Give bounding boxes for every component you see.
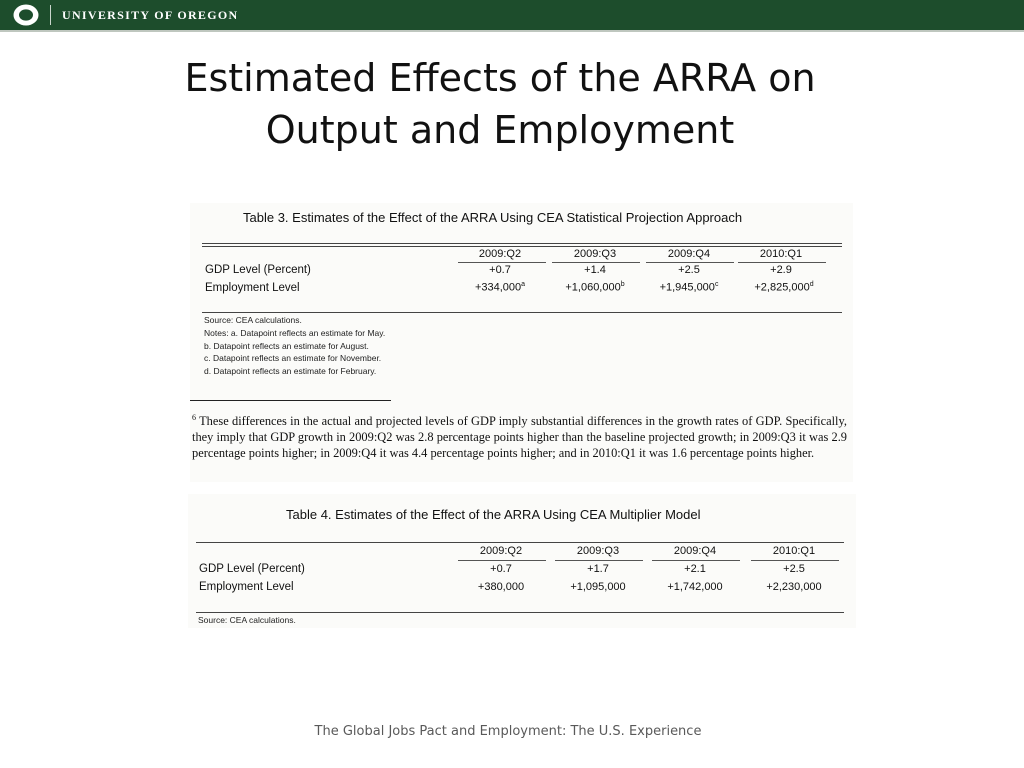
table3-cell: +1,945,000$^c$	[659, 281, 719, 294]
table3-cell: +2.9	[770, 264, 792, 276]
slide-title	[0, 52, 1000, 156]
footnote-mark: c	[714, 281, 719, 288]
table3-col-rule	[646, 262, 734, 263]
footnote-mark: b	[620, 281, 625, 288]
table3-top-rule	[202, 243, 842, 244]
table4-col-rule	[652, 560, 740, 561]
table3-col-header: 2009:Q2	[478, 248, 522, 260]
table3-row-label: Employment Level	[205, 282, 300, 294]
table3-note: b. Datapoint reflects an estimate for August.	[204, 341, 369, 351]
oregon-o-logo-icon	[11, 3, 41, 27]
slide-footer: The Global Jobs Pact and Employment: The U.S. Experience	[314, 724, 702, 739]
table3-cell: +1,060,000$^b$	[565, 281, 625, 294]
table3-note: d. Datapoint reflects an estimate for February.	[204, 366, 377, 376]
footnote-mark: d	[809, 281, 814, 288]
table4-top-rule	[196, 542, 844, 543]
table3-image	[190, 203, 853, 482]
table4-note: Source: CEA calculations.	[198, 615, 296, 625]
header-divider	[50, 5, 51, 25]
table4-col-rule	[555, 560, 643, 561]
table3-col-rule	[458, 262, 546, 263]
table3-note: c. Datapoint reflects an estimate for November.	[204, 353, 382, 363]
header-bar	[0, 0, 1024, 30]
table4-caption: Table 4. Estimates of the Effect of the ARRA Using CEA Multiplier Model	[286, 507, 701, 522]
table3-cell: +2,825,000$^d$	[754, 281, 814, 294]
table4-col-header: 2009:Q4	[673, 545, 717, 557]
footnote-mark: a	[521, 281, 526, 288]
table3-row-label: GDP Level (Percent)	[205, 264, 311, 276]
table4-cell: +2.1	[684, 563, 706, 575]
slide-title-line-1: Estimated Effects of the ARRA on	[184, 56, 816, 100]
table4-col-header: 2009:Q3	[576, 545, 620, 557]
university-name: UNIVERSITY OF OREGON	[62, 7, 239, 22]
table4-col-rule	[458, 560, 546, 561]
table4-cell: +1,095,000	[570, 581, 626, 593]
table3-cell: +0.7	[489, 264, 511, 276]
table4-cell: +1,742,000	[667, 581, 723, 593]
table3-caption: Table 3. Estimates of the Effect of the ARRA Using CEA Statistical Projection Approach	[243, 210, 743, 225]
table4-cell: +0.7	[490, 563, 512, 575]
table3-col-header: 2010:Q1	[759, 248, 803, 260]
table3-note: Source: CEA calculations.	[204, 315, 302, 325]
table4-cell: +2,230,000	[766, 581, 822, 593]
footnote-paragraph: $^6$ These differences in the actual and projected levels of GDP imply substantial differences in the growth rates of GDP. Specifically, they imply that GDP growth in 2009:Q2 was 2.8 percentage points higher than the baseline projected growth; in 2009:Q3 it was 2.9 percentage points higher; in 2009:Q4 it was 4.4 percentage points higher; and in 2010:Q1 it was 1.6 percentage points higher.	[192, 413, 847, 461]
table4-cell: +380,000	[477, 581, 525, 593]
table3-col-header: 2009:Q3	[573, 248, 617, 260]
table3-cell: +1.4	[584, 264, 606, 276]
table4-col-header: 2009:Q2	[479, 545, 523, 557]
footnote-marker: 6	[192, 413, 196, 422]
table4-col-header: 2010:Q1	[772, 545, 816, 557]
table3-note: Notes: a. Datapoint reflects an estimate for May.	[204, 328, 386, 338]
table3-cell: +2.5	[678, 264, 700, 276]
table4-col-rule	[751, 560, 839, 561]
slide-title-line-2: Output and Employment	[265, 108, 735, 152]
table4-row-label: Employment Level	[199, 581, 294, 593]
table3-col-rule	[738, 262, 826, 263]
table3-col-rule	[552, 262, 640, 263]
table3-cell: +334,000$^a$	[474, 281, 526, 294]
table4-bottom-rule	[196, 612, 844, 613]
table4-row-label: GDP Level (Percent)	[199, 563, 305, 575]
header-underline	[0, 30, 1024, 32]
footnote-separator	[190, 400, 391, 401]
table3-col-header: 2009:Q4	[667, 248, 711, 260]
table3-top-rule-2	[202, 246, 842, 247]
table4-cell: +2.5	[783, 563, 805, 575]
table4-cell: +1.7	[587, 563, 609, 575]
table3-bottom-rule	[202, 312, 842, 313]
table4-image	[188, 494, 856, 628]
